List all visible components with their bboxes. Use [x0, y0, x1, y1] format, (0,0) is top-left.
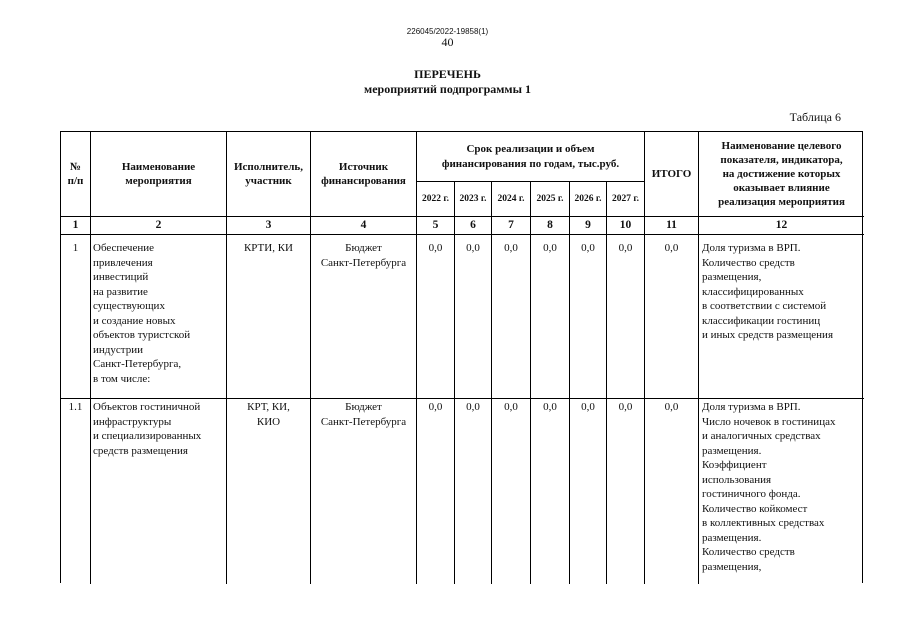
col-number-10: 10 — [619, 219, 632, 232]
col-number-1: 1 — [72, 219, 79, 232]
row-num: 1.1 — [68, 401, 83, 413]
row-value-2022: 0,0 — [428, 242, 443, 254]
header-year-2026: 2026 г. — [574, 193, 602, 204]
document-id: 226045/2022-19858(1) — [406, 27, 489, 36]
row-executor: КРТИ, КИ — [243, 242, 294, 254]
col-number-7: 7 — [508, 219, 514, 232]
header-year-2023: 2023 г. — [459, 193, 487, 204]
table-label: Таблица 6 — [789, 110, 841, 124]
header-year-2024: 2024 г. — [497, 193, 525, 204]
header-year-2022: 2022 г. — [422, 193, 449, 204]
row-value-2023: 0,0 — [466, 242, 480, 254]
events-table — [60, 131, 863, 583]
col-number-12: 12 — [775, 219, 788, 232]
document-title: ПЕРЕЧЕНЬ — [414, 67, 481, 81]
header-year-2025: 2025 г. — [536, 193, 564, 204]
row-value-2027: 0,0 — [618, 401, 633, 413]
header-executor: Исполнитель, участник — [233, 160, 303, 187]
row-value-2024: 0,0 — [504, 401, 518, 413]
row-value-2022: 0,0 — [428, 401, 443, 413]
col-number-11: 11 — [666, 219, 677, 232]
header-source: Источник финансирования — [321, 160, 406, 187]
col-number-9: 9 — [585, 219, 591, 232]
row-name: Объектов гостиничной инфраструктуры и специализированных средств размещения — [93, 401, 202, 457]
row-value-2023: 0,0 — [466, 401, 480, 413]
row-source: Бюджет Санкт-Петербурга — [320, 401, 407, 428]
row-executor: КРТ, КИ, КИО — [247, 401, 290, 428]
row-value-2025: 0,0 — [543, 242, 557, 254]
row-source: Бюджет Санкт-Петербурга — [320, 242, 407, 269]
row-indicator: Доля туризма в ВРП. Количество средств размещения, классифицированных в соответствии с системой классификации гостиниц и иных средств размещения — [702, 242, 834, 341]
row-name: Обеспечение привлечения инвестиций на развитие существующих и создание новых объектов туристской индустрии Санкт-Петербурга, в том числе: — [93, 242, 191, 385]
row-num: 1 — [72, 242, 79, 254]
header-name: Наименование мероприятия — [121, 160, 196, 187]
col-number-6: 6 — [470, 219, 476, 232]
row-value-2025: 0,0 — [543, 401, 557, 413]
header-period-group: Срок реализации и объем финансирования по годам, тыс.руб. — [441, 143, 620, 170]
header-total: ИТОГО — [651, 167, 692, 180]
header-num: № п/п — [67, 160, 84, 187]
header-indicator: Наименование целевого показателя, индикатора, на достижение которых оказывает влияние реализация мероприятия — [718, 140, 845, 208]
document-subtitle: мероприятий подпрограммы 1 — [364, 82, 531, 96]
page-number: 40 — [441, 35, 454, 49]
col-number-4: 4 — [360, 219, 367, 232]
row-value-2026: 0,0 — [581, 401, 595, 413]
row-value-2024: 0,0 — [504, 242, 518, 254]
header-year-2027: 2027 г. — [612, 193, 639, 204]
row-total: 0,0 — [664, 401, 679, 413]
col-number-2: 2 — [155, 219, 162, 232]
row-value-2027: 0,0 — [618, 242, 633, 254]
row-value-2026: 0,0 — [581, 242, 595, 254]
row-indicator: Доля туризма в ВРП. Число ночевок в гостиницах и аналогичных средствах размещения. Коэффициент использования гостиничного фонда. Количество койкомест в коллективных средствах размещения. Количество средств размещения, — [702, 401, 836, 573]
col-number-3: 3 — [265, 219, 272, 232]
col-number-5: 5 — [432, 219, 439, 232]
row-total: 0,0 — [664, 242, 679, 254]
col-number-8: 8 — [547, 219, 553, 232]
